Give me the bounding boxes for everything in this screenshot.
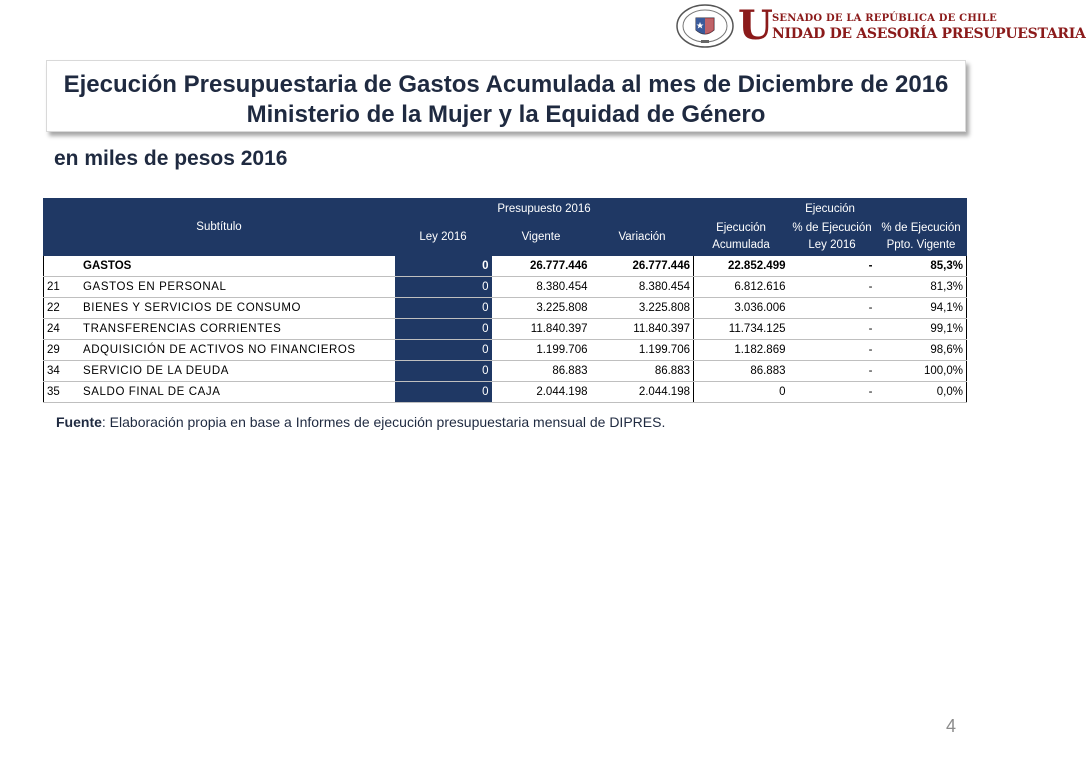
row-variacion: 1.199.706: [591, 340, 694, 361]
source-note: [56, 414, 665, 430]
row-name: GASTOS: [80, 256, 395, 277]
source-text: : Elaboración propia en base a Informes de ejecución presupuestaria mensual de DIPRES.: [101, 414, 666, 430]
row-variacion: 26.777.446: [591, 256, 694, 277]
page-number: 4: [946, 716, 957, 736]
logo-big-letter: U: [738, 2, 773, 49]
row-pct-vigente: 100,0%: [876, 361, 967, 382]
source-label: Fuente: [56, 414, 102, 430]
header-subtitulo: Subtítulo: [44, 199, 395, 256]
row-ley: 0: [395, 298, 492, 319]
header-ley: Ley 2016: [395, 219, 492, 256]
header-ejec-acum-line2: Acumulada: [712, 239, 770, 252]
units-subtitle: en miles de pesos 2016: [54, 147, 288, 170]
header-presupuesto: Presupuesto 2016: [395, 199, 694, 219]
row-ley: 0: [395, 277, 492, 298]
table-row: [44, 340, 967, 361]
row-vigente: 8.380.454: [492, 277, 591, 298]
table-row: [44, 277, 967, 298]
row-code: [44, 256, 81, 277]
row-variacion: 11.840.397: [591, 319, 694, 340]
row-vigente: 11.840.397: [492, 319, 591, 340]
table-row: [44, 361, 967, 382]
row-name: TRANSFERENCIAS CORRIENTES: [80, 319, 395, 340]
row-ejecucion: 3.036.006: [694, 298, 789, 319]
header-ejec-acum-line1: Ejecución: [716, 222, 766, 235]
row-code: 35: [44, 382, 81, 403]
row-code: 34: [44, 361, 81, 382]
row-vigente: 1.199.706: [492, 340, 591, 361]
row-variacion: 2.044.198: [591, 382, 694, 403]
table-row: [44, 319, 967, 340]
table-row: [44, 382, 967, 403]
senate-seal-icon: [676, 4, 734, 48]
row-variacion: 3.225.808: [591, 298, 694, 319]
row-ley: 0: [395, 382, 492, 403]
row-pct-vigente: 99,1%: [876, 319, 967, 340]
row-pct-vigente: 85,3%: [876, 256, 967, 277]
row-vigente: 26.777.446: [492, 256, 591, 277]
row-name: SERVICIO DE LA DEUDA: [80, 361, 395, 382]
row-ejecucion: 22.852.499: [694, 256, 789, 277]
row-ley: 0: [395, 340, 492, 361]
row-pct-ley: -: [789, 340, 876, 361]
row-ley: 0: [395, 361, 492, 382]
row-pct-ley: -: [789, 319, 876, 340]
row-pct-vigente: 0,0%: [876, 382, 967, 403]
row-ley: 0: [395, 319, 492, 340]
row-pct-ley: -: [789, 361, 876, 382]
table-row: [44, 256, 967, 277]
header-pct-vig-line1: % de Ejecución: [881, 222, 961, 235]
row-code: 22: [44, 298, 81, 319]
row-ley: 0: [395, 256, 492, 277]
table-row: [44, 298, 967, 319]
row-ejecucion: 6.812.616: [694, 277, 789, 298]
row-variacion: 86.883: [591, 361, 694, 382]
header-pct-vig-line2: Ppto. Vigente: [886, 239, 956, 252]
budget-table: [43, 198, 967, 403]
page-title-line1: Ejecución Presupuestaria de Gastos Acumulada al mes de Diciembre de 2016: [63, 71, 949, 98]
row-name: SALDO FINAL DE CAJA: [80, 382, 395, 403]
row-pct-ley: -: [789, 298, 876, 319]
header-pct-ley-line1: % de Ejecución: [792, 222, 872, 235]
row-vigente: 3.225.808: [492, 298, 591, 319]
header-pct-ley: [789, 219, 876, 256]
header-variacion: Variación: [591, 219, 694, 256]
header-pct-vigente: [876, 219, 967, 256]
title-box: [46, 60, 966, 132]
row-ejecucion: 86.883: [694, 361, 789, 382]
logo-line-unidad: NIDAD DE ASESORÍA PRESUPUESTARIA: [772, 26, 1086, 42]
row-pct-vigente: 81,3%: [876, 277, 967, 298]
header-pct-ley-line2: Ley 2016: [808, 239, 856, 252]
header-ejecucion: Ejecución: [694, 199, 967, 219]
header-vigente: Vigente: [492, 219, 591, 256]
row-pct-ley: -: [789, 256, 876, 277]
logo-line-senado: SENADO DE LA REPÚBLICA DE CHILE: [772, 13, 997, 24]
row-pct-vigente: 94,1%: [876, 298, 967, 319]
row-pct-ley: -: [789, 277, 876, 298]
row-ejecucion: 1.182.869: [694, 340, 789, 361]
row-name: ADQUISICIÓN DE ACTIVOS NO FINANCIEROS: [80, 340, 395, 361]
row-code: 21: [44, 277, 81, 298]
page-title-line2: Ministerio de la Mujer y la Equidad de Género: [246, 101, 766, 128]
row-pct-vigente: 98,6%: [876, 340, 967, 361]
senate-logo: [676, 2, 1086, 52]
row-ejecucion: 11.734.125: [694, 319, 789, 340]
row-ejecucion: 0: [694, 382, 789, 403]
header-ejecucion-acumulada: [694, 219, 789, 256]
row-variacion: 8.380.454: [591, 277, 694, 298]
row-name: GASTOS EN PERSONAL: [80, 277, 395, 298]
row-code: 24: [44, 319, 81, 340]
row-code: 29: [44, 340, 81, 361]
row-vigente: 2.044.198: [492, 382, 591, 403]
row-name: BIENES Y SERVICIOS DE CONSUMO: [80, 298, 395, 319]
row-vigente: 86.883: [492, 361, 591, 382]
row-pct-ley: -: [789, 382, 876, 403]
